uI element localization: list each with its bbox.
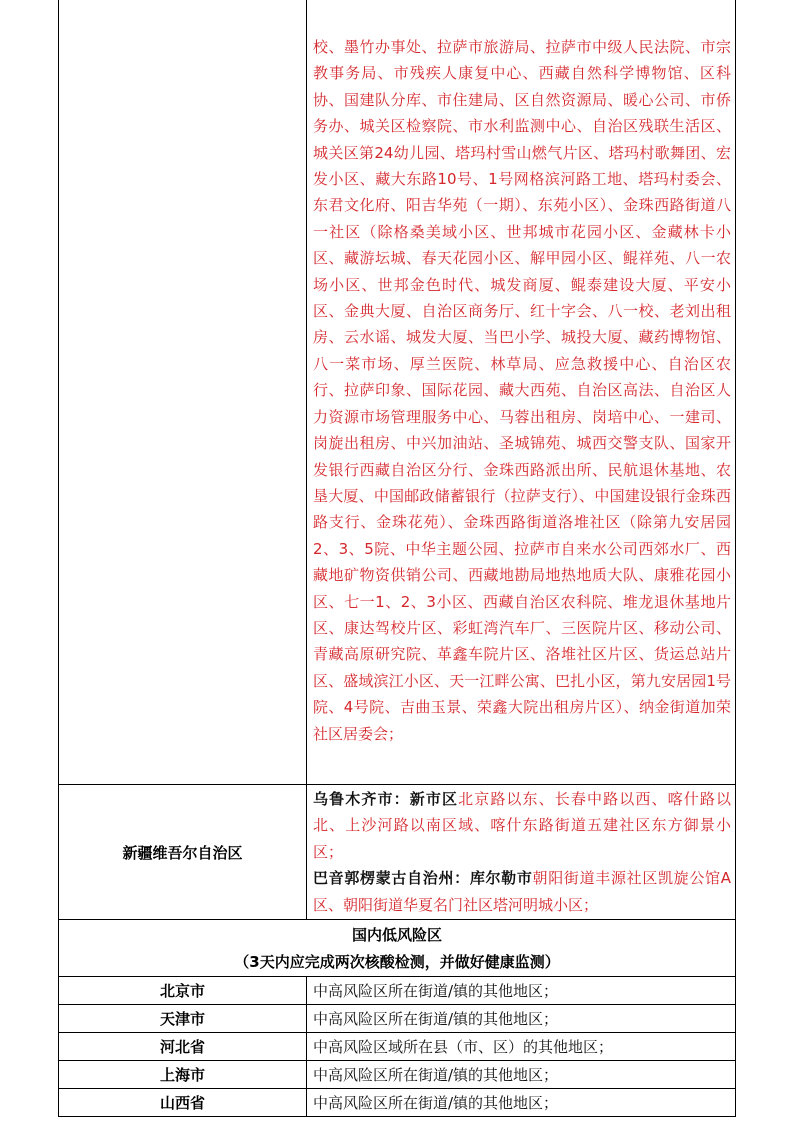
low-risk-text: 中高风险区所在街道/镇的其他地区； bbox=[307, 1089, 736, 1117]
low-risk-text: 中高风险区所在街道/镇的其他地区； bbox=[307, 1061, 736, 1089]
low-risk-region: 北京市 bbox=[59, 977, 307, 1005]
low-risk-header-cell bbox=[59, 920, 736, 977]
low-risk-region: 山西省 bbox=[59, 1089, 307, 1117]
low-risk-row bbox=[59, 977, 736, 1005]
tibet-areas-cell bbox=[307, 0, 736, 785]
low-risk-title: 国内低风险区 bbox=[351, 926, 442, 945]
low-risk-region: 河北省 bbox=[59, 1033, 307, 1061]
urumqi-paragraph bbox=[313, 786, 731, 865]
low-risk-note: （3天内应完成两次核酸检测，并做好健康监测） bbox=[234, 953, 560, 972]
bayingol-areas: 朝阳街道丰源社区凯旋公馆A区、朝阳街道华夏名门社区塔河明城小区； bbox=[313, 869, 731, 914]
low-risk-row bbox=[59, 1005, 736, 1033]
xinjiang-region-cell: 新疆维吾尔自治区 bbox=[59, 785, 307, 920]
xinjiang-areas-cell bbox=[307, 785, 736, 920]
low-risk-region: 上海市 bbox=[59, 1061, 307, 1089]
tibet-continued-row bbox=[59, 0, 736, 785]
urumqi-prefix: 乌鲁木齐市：新市区 bbox=[313, 790, 459, 808]
low-risk-region: 天津市 bbox=[59, 1005, 307, 1033]
xinjiang-row bbox=[59, 785, 736, 920]
low-risk-row bbox=[59, 1089, 736, 1117]
bayingol-prefix: 巴音郭楞蒙古自治州：库尔勒市 bbox=[313, 869, 533, 888]
risk-area-table bbox=[58, 0, 736, 1117]
low-risk-text: 中高风险区所在街道/镇的其他地区； bbox=[307, 977, 736, 1005]
low-risk-text: 中高风险区所在街道/镇的其他地区； bbox=[307, 1005, 736, 1033]
low-risk-text: 中高风险区域所在县（市、区）的其他地区； bbox=[307, 1033, 736, 1061]
low-risk-row bbox=[59, 1061, 736, 1089]
low-risk-row bbox=[59, 1033, 736, 1061]
urumqi-areas: 北京路以东、长春中路以西、喀什路以北、上沙河路以南区域、喀什东路街道五建社区东方御景小区； bbox=[313, 790, 731, 861]
tibet-areas-text: 校、墨竹办事处、拉萨市旅游局、拉萨市中级人民法院、市宗教事务局、市残疾人康复中心、西藏自然科学博物馆、区科协、国建队分库、市住建局、区自然资源局、暖心公司、市侨务办、城关区检察院、市水利监测中心、自治区残联生活区、城关区第24幼儿园、塔玛村雪山燃气片区、塔玛村歌舞团、宏发小区、藏大东路10号、1号网格滨河路工地、塔玛村委会、东君文化府、阳吉华苑（一期）、东苑小区）、金珠西路街道八一社区（除格桑美域小区、世邦城市花园小区、金藏林卡小区、藏游坛城、春天花园小区、解甲园小区、鲲祥苑、八一农场小区、世邦金色时代、城发商厦、鲲泰建设大厦、平安小区、金典大厦、自治区商务厅、红十字会、八一校、老刘出租房、云水谣、城发大厦、当巴小学、城投大厦、藏药博物馆、八一菜市场、厚兰医院、林草局、应急救援中心、自治区农行、拉萨印象、国际花园、藏大西苑、自治区高法、自治区人力资源市场管理服务中心、马蓉出租房、岗培中心、一建司、岗旋出租房、中兴加油站、圣城锦苑、城西交警支队、国家开发银行西藏自治区分行、金珠西路派出所、民航退休基地、农垦大厦、中国邮政储蓄银行（拉萨支行）、中国建设银行金珠西路支行、金珠花苑）、金珠西路街道洛堆社区（除第九安居园2、3、5院、中华主题公园、拉萨市自来水公司西郊水厂、西藏地矿物资供销公司、西藏地勘局地热地质大队、康雅花园小区、七一1、2、3小区、西藏自治区农科院、堆龙退休基地片区、康达驾校片区、彩虹湾汽车厂、三医院片区、移动公司、青藏高原研究院、革鑫车院片区、洛堆社区片区、货运总站片区、盛域滨江小区、天一江畔公寓、巴扎小区，第九安居园1号院、4号院、吉曲玉景、荣鑫大院出租房片区）、纳金街道加荣社区居委会； bbox=[313, 38, 731, 743]
low-risk-header-row bbox=[59, 920, 736, 977]
bayingol-paragraph bbox=[313, 865, 731, 918]
tibet-region-cell bbox=[59, 0, 307, 785]
